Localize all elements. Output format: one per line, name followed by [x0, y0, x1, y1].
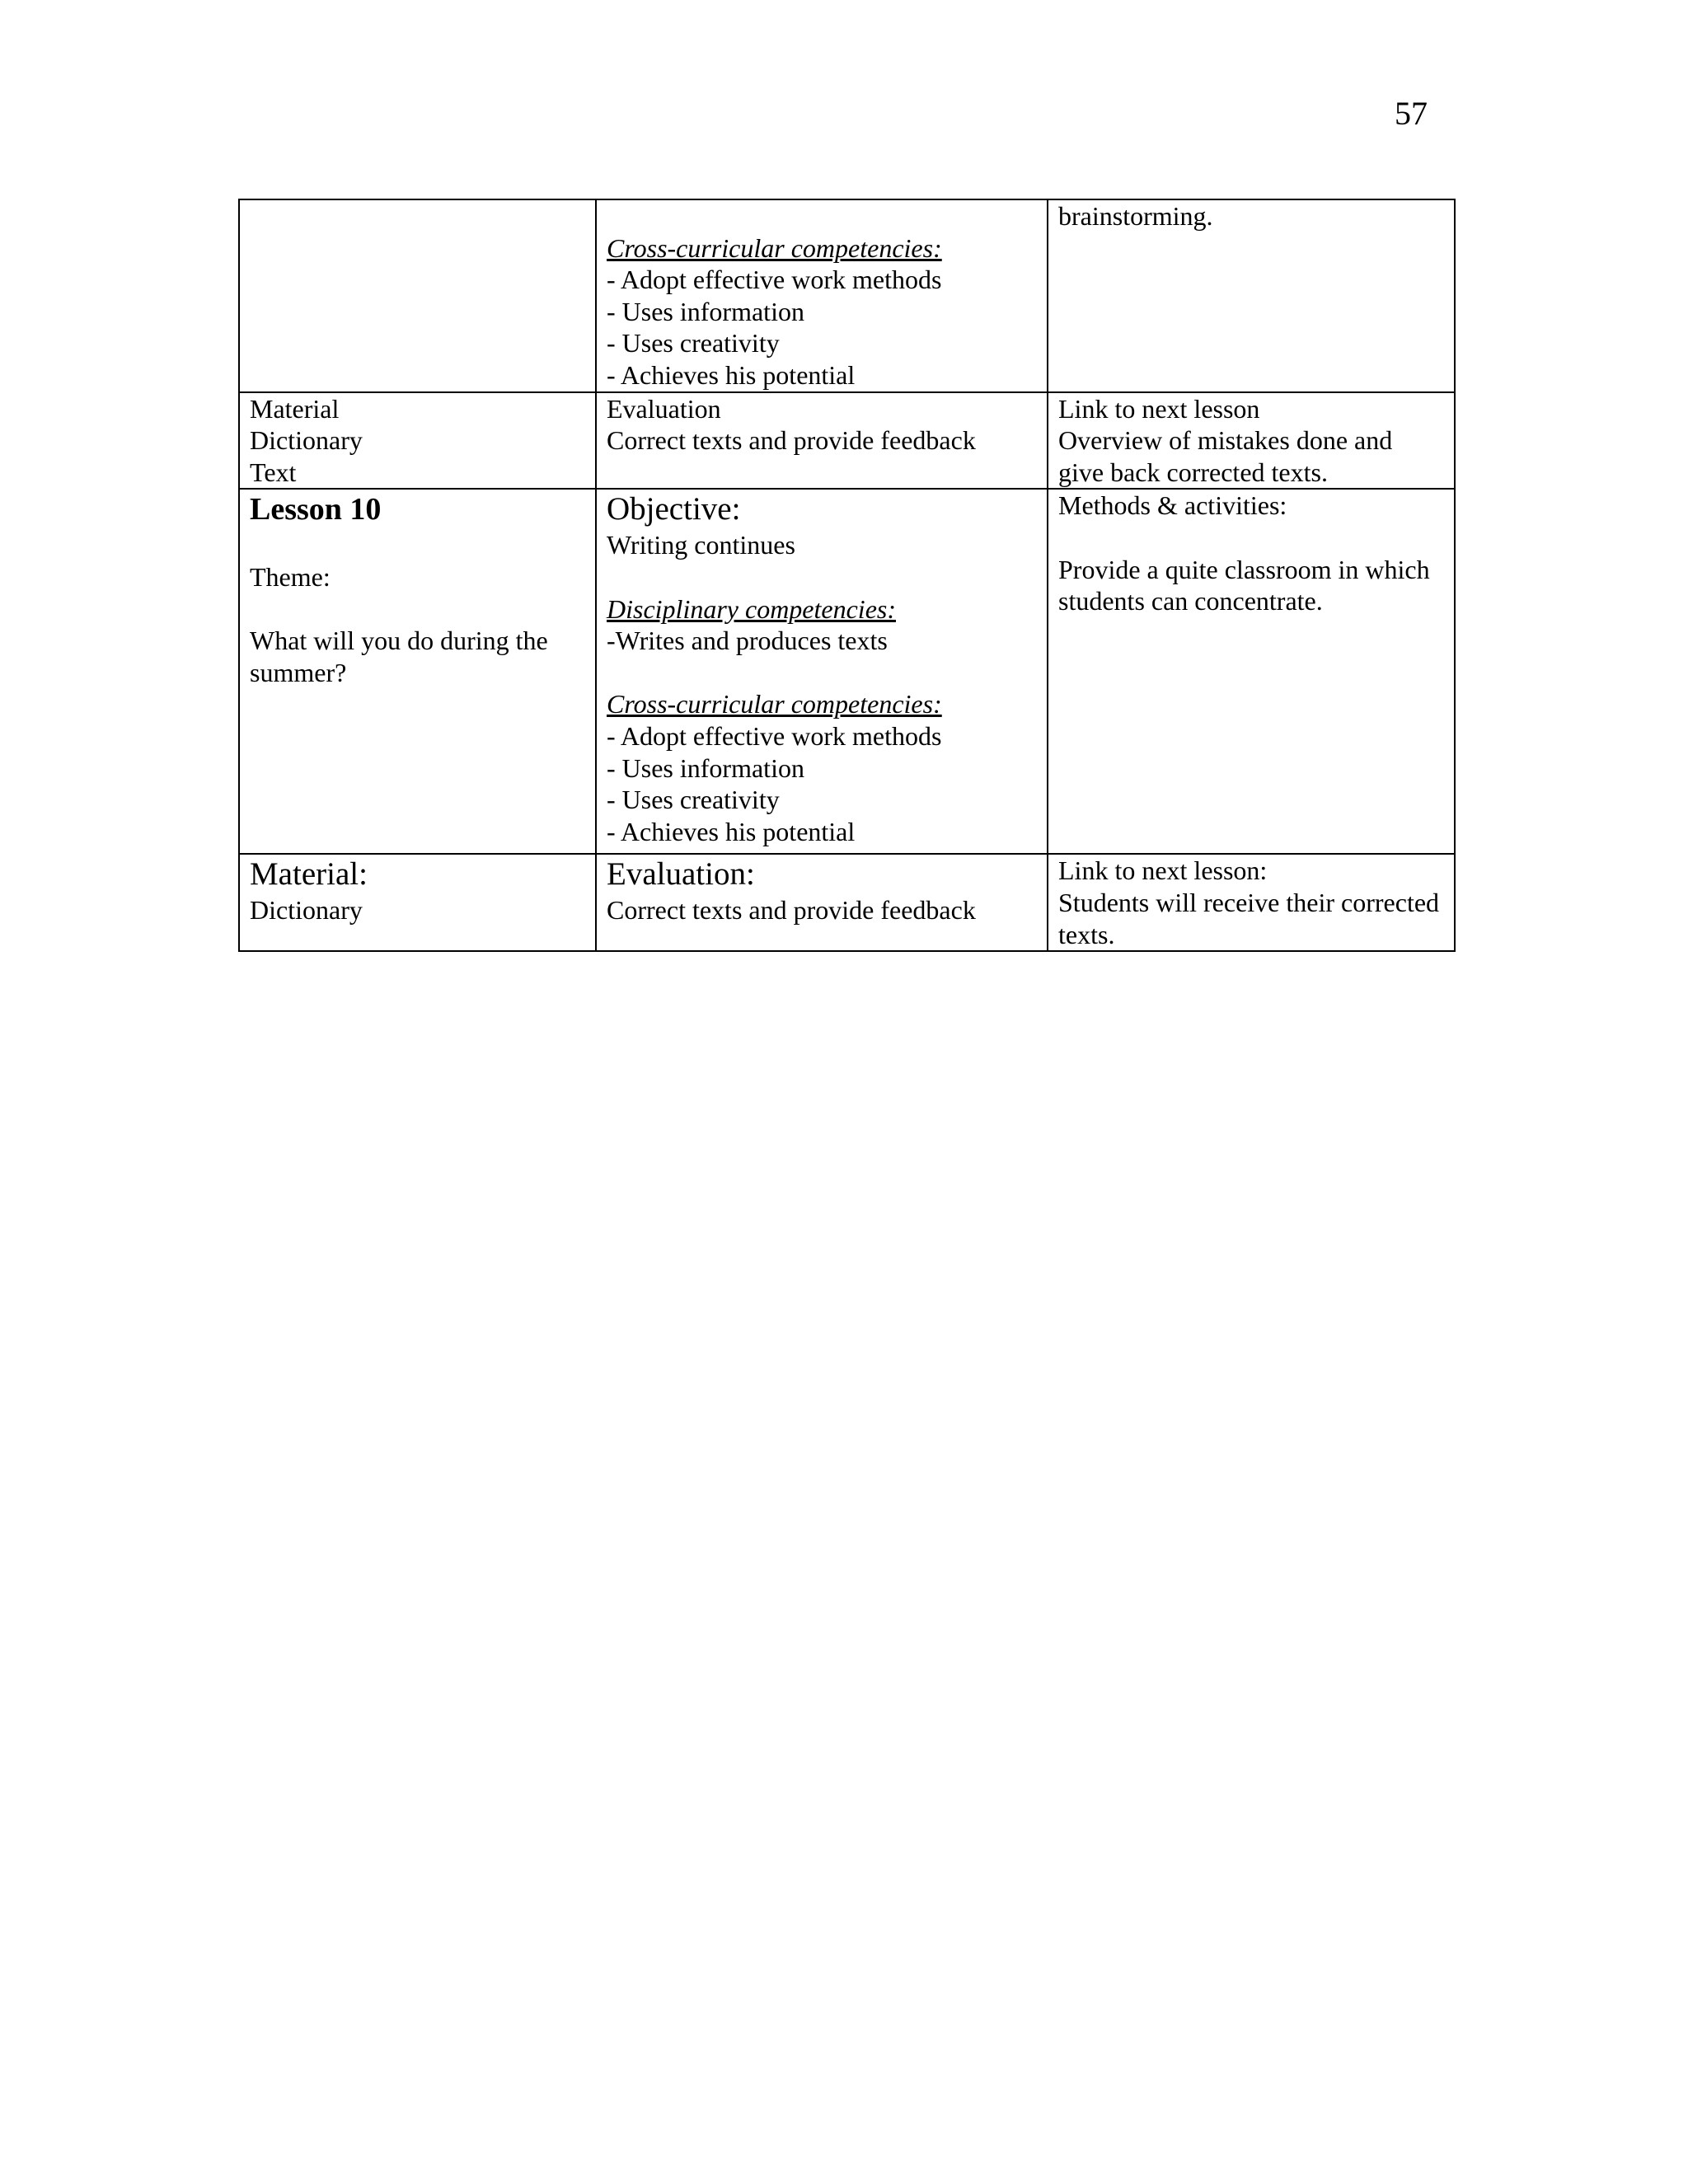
material-cell [239, 854, 596, 951]
link-next-lesson-heading: Link to next lesson: [1058, 855, 1268, 886]
list-item: - Adopt effective work methods [607, 265, 942, 295]
lesson-title-cell [239, 489, 596, 854]
material-item: Text [250, 457, 297, 487]
evaluation-cell [596, 854, 1048, 951]
material-heading: Material [250, 393, 340, 424]
table-row-lesson-10-material [239, 854, 1455, 951]
page-number: 57 [1395, 95, 1428, 132]
list-item: - Uses creativity [607, 328, 780, 359]
list-item: - Achieves his potential [607, 816, 856, 846]
continuation-methods-cell [1048, 199, 1455, 392]
objective-cell [596, 489, 1048, 854]
list-item: - Uses creativity [607, 785, 780, 815]
table-row-material-evaluation [239, 392, 1455, 490]
cross-curricular-heading: Cross-curricular competencies: [607, 689, 942, 719]
methods-text: brainstorming. [1058, 201, 1213, 231]
link-next-lesson-heading: Link to next lesson [1058, 393, 1260, 424]
material-item: Dictionary [250, 895, 363, 926]
link-next-lesson-cell [1048, 854, 1455, 951]
lesson-title: Lesson 10 [250, 492, 382, 527]
evaluation-text: Correct texts and provide feedback [607, 895, 976, 926]
link-next-lesson-text: Overview of mistakes done and give back corrected texts. [1058, 425, 1393, 487]
list-item: - Uses information [607, 752, 804, 783]
methods-text: Provide a quite classroom in which students can concentrate. [1058, 554, 1430, 616]
disciplinary-heading: Disciplinary competencies: [607, 593, 896, 624]
evaluation-heading: Evaluation: [607, 856, 755, 893]
table-row-lesson-10 [239, 489, 1455, 854]
lesson-plan-table [238, 199, 1456, 952]
methods-activities-cell [1048, 489, 1455, 854]
list-item: -Writes and produces texts [607, 626, 888, 656]
continuation-competencies-cell [596, 199, 1048, 392]
evaluation-text: Correct texts and provide feedback [607, 425, 976, 456]
material-heading: Material: [250, 856, 368, 893]
table-row-continuation [239, 199, 1455, 392]
evaluation-heading: Evaluation [607, 393, 721, 424]
cross-curricular-heading: Cross-curricular competencies: [607, 232, 942, 263]
theme-label: Theme: [250, 561, 331, 592]
list-item: - Uses information [607, 296, 804, 326]
list-item: - Achieves his potential [607, 359, 856, 390]
objective-heading: Objective: [607, 491, 741, 527]
continuation-empty-cell [239, 199, 596, 392]
objective-text: Writing continues [607, 530, 795, 560]
list-item: - Adopt effective work methods [607, 720, 942, 751]
link-next-lesson-cell [1048, 392, 1455, 490]
evaluation-cell [596, 392, 1048, 490]
theme-text: What will you do during the summer? [250, 626, 548, 687]
material-cell [239, 392, 596, 490]
methods-heading: Methods & activities: [1058, 490, 1287, 521]
material-item: Dictionary [250, 425, 363, 456]
link-next-lesson-text: Students will receive their corrected texts. [1058, 887, 1440, 949]
